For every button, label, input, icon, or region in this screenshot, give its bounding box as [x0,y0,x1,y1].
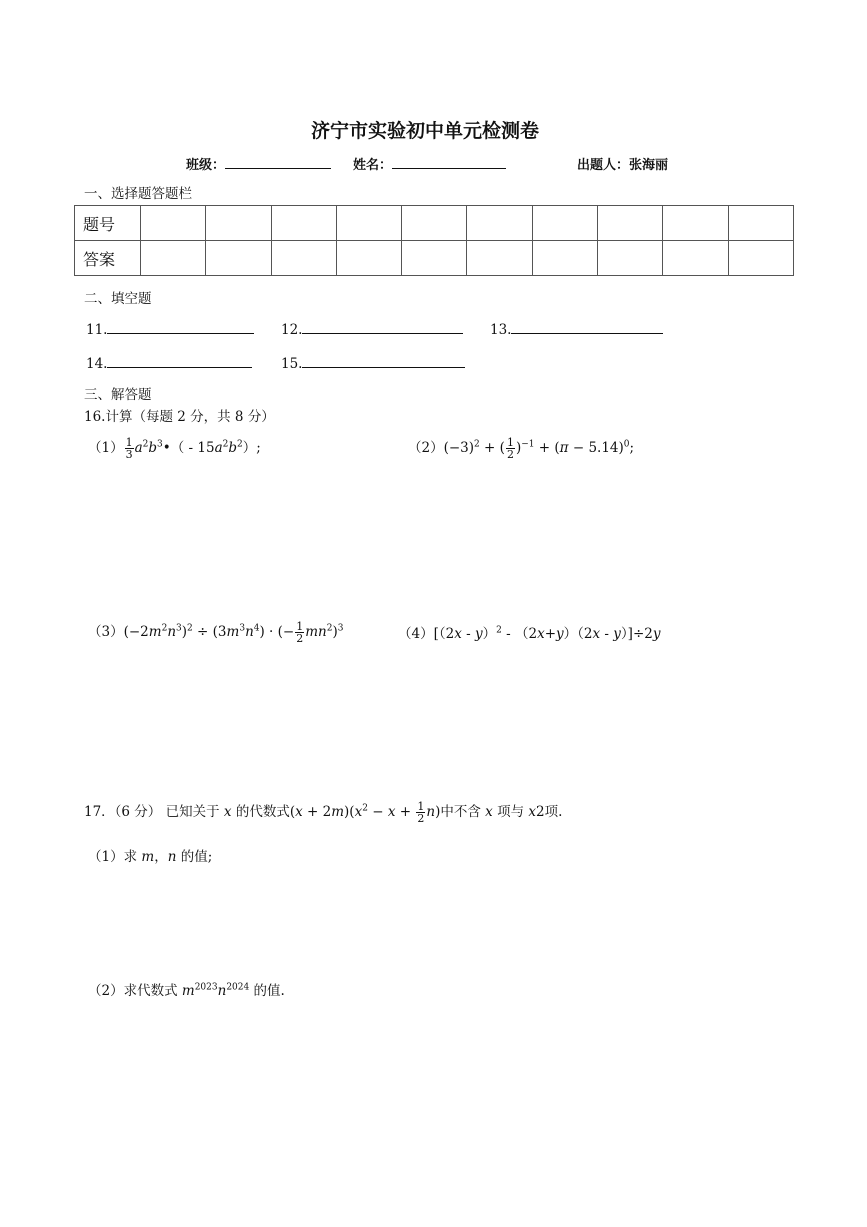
q17-1-text: （1）求 [88,849,138,865]
blank-number: 15. [281,356,303,372]
fraction-one-third: $\frac{1}{3}$ [125,436,133,461]
page-title: 济宁市实验初中单元检测卷 [311,120,540,142]
blank-number: 11. [86,322,108,338]
sub-label: （1） [88,440,124,456]
question-17: 17．（6 分） 已知关于 x 的代数式$(x + 2m)(x^2 - x$ + $\frac{1}{2}$ n)中不含 x 项与 x2项. [84,800,563,825]
answer-cell[interactable] [402,241,467,276]
answer-cell[interactable] [206,206,271,241]
blank-12 [281,322,463,338]
answer-cell[interactable] [271,241,336,276]
answer-cell[interactable] [663,206,728,241]
answer-cell[interactable] [728,206,793,241]
q17-1-end: 的值; [180,849,213,865]
table-row [75,206,794,241]
blank-14 [86,356,252,372]
author-label: 出题人： [577,158,630,173]
class-blank[interactable] [225,167,331,169]
question-16-1: （1） $\frac{1}{3}$ $a^2b^3•( - 15a^2b^2)$; [88,436,261,461]
row-label-number: 题号 [75,206,141,241]
answer-cell[interactable] [598,241,663,276]
question-16-4: （4）[（2x - y）$^2$ - （2x+y）（2x - y）]÷2y [398,625,661,642]
section1-heading: 一、选择题答题栏 [84,186,192,202]
answer-cell[interactable] [728,241,793,276]
name-blank[interactable] [392,167,506,169]
section2-heading: 二、填空题 [84,291,152,307]
sub-label: （3） [88,624,124,640]
answer-cell[interactable] [336,241,401,276]
answer-cell[interactable] [141,206,206,241]
blank-number: 13. [490,322,512,338]
blank-number: 14. [86,356,108,372]
answer-cell[interactable] [598,206,663,241]
q17-end2: 项. [544,804,563,820]
fill-line[interactable] [107,332,254,334]
fraction-one-half: $\frac{1}{2}$ [506,436,514,461]
answer-cell[interactable] [532,241,597,276]
class-label: 班级： [186,158,226,173]
fill-line[interactable] [302,332,463,334]
author-name: 张海丽 [629,158,669,173]
fill-line[interactable] [511,332,663,334]
class-field [186,154,331,173]
answer-cell[interactable] [467,206,532,241]
name-field [353,154,506,173]
fill-line[interactable] [302,366,465,368]
fill-line[interactable] [107,366,252,368]
blank-15 [281,356,465,372]
q17-2-end: 的值. [253,983,285,999]
answer-cell[interactable] [271,206,336,241]
section3-heading: 三、解答题 [84,387,152,403]
blank-11 [86,322,254,338]
q17-end: 项与 [497,804,525,820]
answer-cell[interactable] [141,241,206,276]
sub-label: （2） [408,440,444,456]
answer-cell[interactable] [532,206,597,241]
name-label: 姓名： [353,158,393,173]
question-16: 16.计算（每题 2 分，共 8 分） [84,409,275,425]
answer-cell[interactable] [467,241,532,276]
fraction-one-half: $\frac{1}{2}$ [296,620,304,645]
blank-13 [490,322,663,338]
fraction-one-half: $\frac{1}{2}$ [417,800,425,825]
answer-cell[interactable] [206,241,271,276]
question-16-2: $(2)(-3)^2$ + ( $\frac{1}{2}$ )$^{-1} + (\pi - 5.14)^0$; [408,436,635,461]
row-label-answer: 答案 [75,241,141,276]
answer-table [74,205,794,276]
author-field [577,154,668,173]
q17-2-text: （2）求代数式 [88,983,178,999]
table-row [75,241,794,276]
q17-prefix: 17．（6 分） 已知关于 [84,804,220,820]
q17-mid: 的代数式 [235,804,290,820]
blank-number: 12. [281,322,303,338]
answer-cell[interactable] [663,241,728,276]
answer-cell[interactable] [336,206,401,241]
answer-cell[interactable] [402,206,467,241]
q17-suffix: 中不含 [440,804,481,820]
question-16-3: $(3)(-2m^2n^3)^2 \div (3m^3n^4)$ · (− $\frac{1}{2}$ $mn^2)^3$ [88,620,344,645]
question-17-1: （1）求 m，n 的值; [88,849,213,865]
sub-label: （4） [398,626,434,642]
question-17-2: （2）求代数式 $m^{2023}n^{2024}$ 的值. [88,982,285,999]
